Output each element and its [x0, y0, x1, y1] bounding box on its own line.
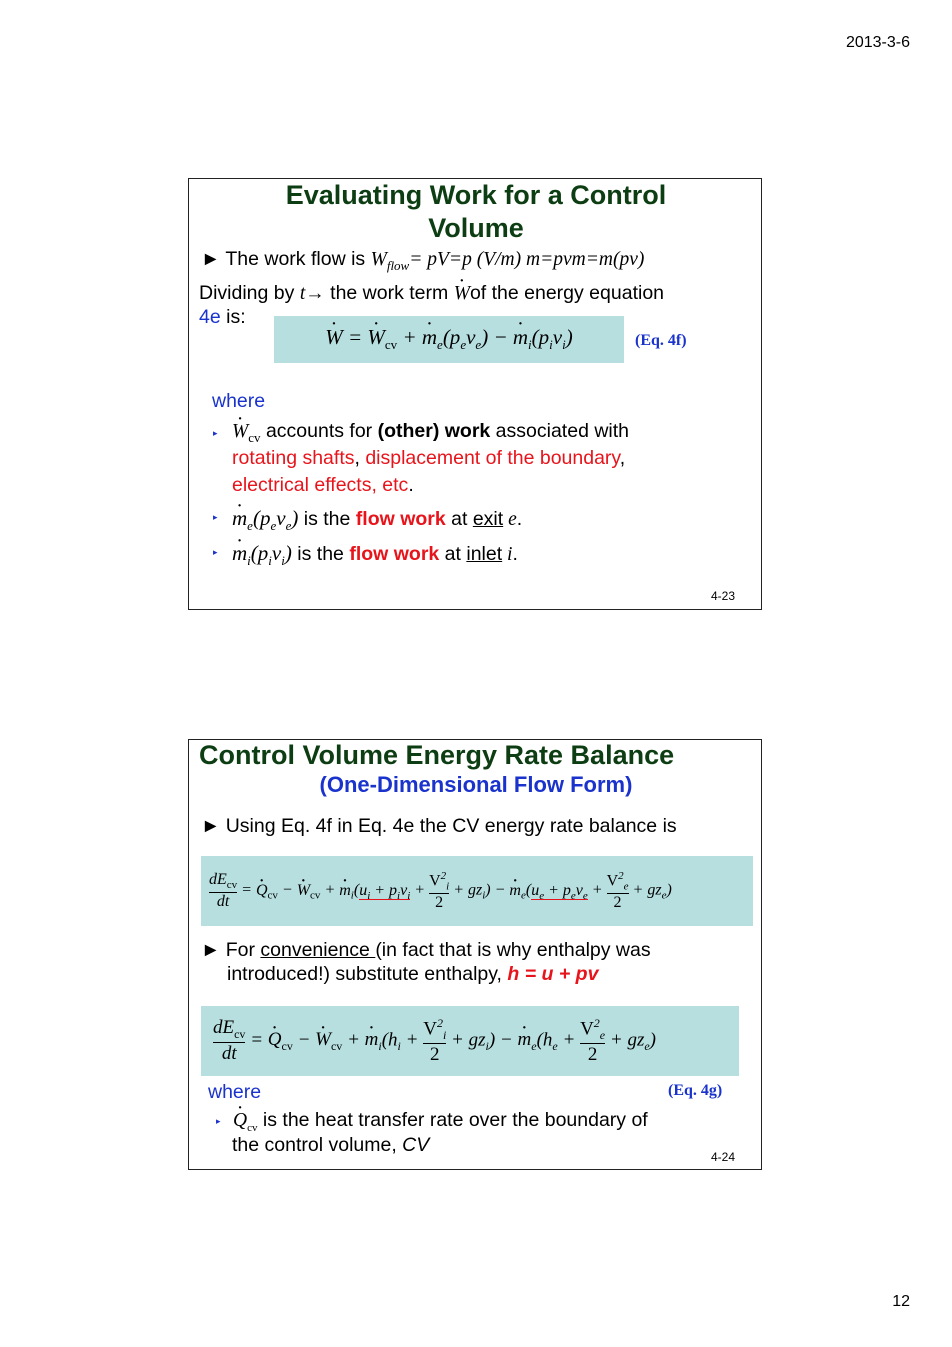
- exit-text: exit: [472, 508, 504, 530]
- bullet-other-work-line2: [232, 447, 625, 470]
- period: .: [516, 508, 523, 530]
- bullet-heat-transfer-line2: [232, 1134, 429, 1157]
- slide-4-23: [188, 178, 762, 610]
- energy-rate-equation-expanded: $dE_{cv}$ dt = · $Q_{cv}$ − · $W_{cv}$ + · $m_i(u_i + p_iv_i$ + $\frac{V^2_i}{2}$ + $gz_i$) − · $m_e(u_e + p_ev_e$ + $\frac{V^2_e}{2}$ + $gz_e$): [201, 856, 753, 926]
- rotating-shafts-text: rotating shafts: [232, 447, 355, 469]
- work-flow-formula: = pV=p (V/m) m=pvm=m(pv): [409, 249, 645, 270]
- is-text: is:: [220, 306, 246, 328]
- energy-equation-text: of the energy equation: [469, 282, 665, 304]
- bullet-marker-icon: ▸: [213, 428, 218, 438]
- bullet-marker-icon: ▸: [216, 1116, 221, 1126]
- enthalpy-line: [227, 963, 598, 986]
- bullet-marker-icon: ▸: [213, 512, 218, 522]
- e-variable: e: [503, 509, 517, 530]
- eq-4f-label: (Eq. 4f): [635, 332, 687, 349]
- eq-4g-label: (Eq. 4g): [668, 1082, 723, 1099]
- at-text: at: [445, 508, 473, 530]
- bullet-heat-transfer: · $Q_{cv}$ is the heat transfer rate over the boundary of: [233, 1109, 648, 1140]
- w-flow-subscript: flow: [386, 257, 410, 273]
- convenience-line: [201, 939, 651, 962]
- t-variable: t: [299, 283, 306, 304]
- slide-title-text: Evaluating Work for a Control Volume: [285, 180, 667, 243]
- associated-text: associated with: [490, 420, 630, 442]
- page-number: 12: [892, 1293, 910, 1310]
- for-text: ► For: [201, 939, 261, 961]
- slide-title: [189, 179, 763, 245]
- work-flow-prefix: ► The work flow is: [201, 248, 366, 270]
- dividing-text: Dividing by: [199, 282, 295, 304]
- electrical-effects-text: electrical effects, etc: [232, 474, 409, 496]
- heat-transfer-text: is the heat transfer rate over the boundary of: [257, 1109, 648, 1131]
- control-volume-text: the control volume,: [232, 1134, 403, 1156]
- flow-work-text: flow work: [349, 543, 440, 565]
- eq-ref-4e: 4e: [199, 306, 221, 328]
- substitute-text: introduced!) substitute enthalpy,: [227, 963, 508, 985]
- period: .: [512, 543, 518, 565]
- boundary-displacement-text: displacement of the boundary: [365, 447, 620, 469]
- other-work-text: (other) work: [377, 420, 491, 442]
- where-label: where: [208, 1081, 262, 1103]
- work-flow-line: [201, 248, 644, 277]
- inlet-text: inlet: [466, 543, 503, 565]
- energy-rate-equation-enthalpy: $dE_{cv}$ dt = · $Q_{cv}$ − · $W_{cv}$ + · $m_i(h_i$ + $\frac{V^2_i}{2}$ + $gz_i$) − · $m_e(h_e$ + $\frac{V^2_e}{2}$ + $gz_e$): [201, 1006, 739, 1076]
- comma: ,: [354, 447, 366, 469]
- accounts-text: accounts for: [260, 420, 378, 442]
- bullet-other-work-line3: [232, 474, 414, 497]
- slide-subtitle: (One-Dimensional Flow Form): [319, 772, 633, 797]
- using-eq-line: ► Using Eq. 4f in Eq. 4e the CV energy rate balance is: [201, 815, 677, 837]
- cv-text: CV: [402, 1134, 430, 1156]
- w-dot-symbol: · W: [454, 282, 470, 305]
- w-flow-symbol: W: [370, 249, 387, 270]
- bullet-inlet-flow-work: · $m_i(p_iv_i)$ is the flow work at inlet i.: [232, 542, 518, 572]
- enthalpy-reason-text: (in fact that is why enthalpy was: [375, 939, 651, 961]
- slide-number: 4-24: [711, 1150, 736, 1164]
- bullet-marker-icon: ▸: [213, 547, 218, 557]
- bullet-exit-flow-work: · $m_e(p_ev_e)$ is the flow work at exit e.: [232, 507, 522, 537]
- flow-work-text: flow work: [355, 508, 446, 530]
- bullet-other-work: · $W_{cv}$ accounts for (other) work associated with: [232, 420, 629, 449]
- convenience-text: convenience: [260, 939, 376, 961]
- header-date: 2013-3-6: [845, 34, 910, 51]
- equation-4f: · W = · $W_{cv}$ + · $m_e(p_ev_e)$ − · $m_i(p_iv_i)$: [274, 316, 624, 363]
- enthalpy-definition: h = u + pv: [507, 963, 599, 985]
- is-the-text: is the: [298, 508, 356, 530]
- dividing-line: [199, 282, 664, 305]
- eq-ref-line: [199, 306, 246, 329]
- slide-title: Control Volume Energy Rate Balance: [199, 740, 675, 770]
- comma: ,: [619, 447, 626, 469]
- slide-number: 4-23: [711, 589, 736, 603]
- i-variable: i: [502, 544, 513, 565]
- period: .: [408, 474, 414, 496]
- at-text: at: [439, 543, 467, 565]
- arrow-icon: →: [305, 282, 325, 304]
- slide-4-24: [188, 739, 762, 1170]
- is-the-text: is the: [291, 543, 350, 565]
- where-label: where: [212, 390, 266, 412]
- work-term-text: the work term: [324, 282, 454, 304]
